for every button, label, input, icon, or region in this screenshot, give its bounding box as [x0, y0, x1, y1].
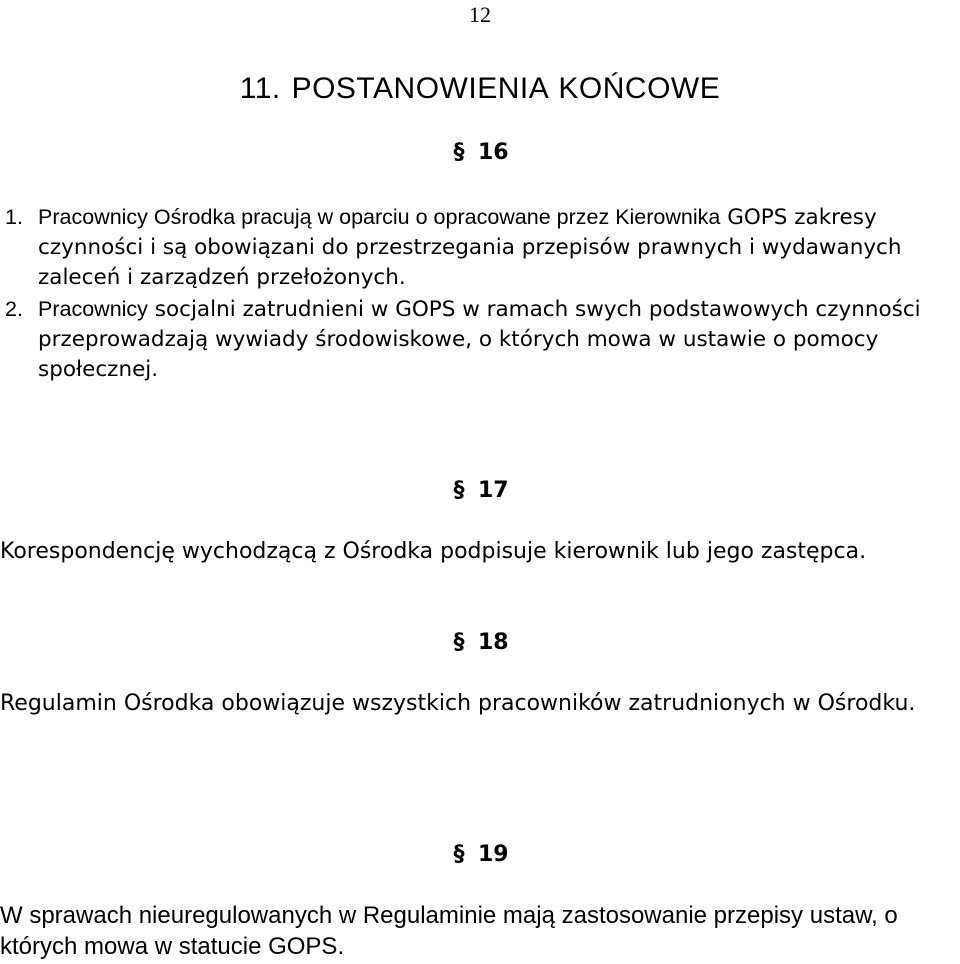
section-sign: § [453, 630, 465, 655]
section-number: 16 [478, 140, 509, 165]
section-heading-19 [448, 842, 509, 867]
section-number: 18 [478, 630, 509, 655]
list-item-number: 1. [5, 205, 23, 229]
section-17-text: Korespondencję wychodzącą z Ośrodka podpisuje kierownik lub jego zastępca. [0, 539, 867, 564]
section-sign: § [453, 140, 465, 165]
section-sign: § [453, 842, 465, 867]
section-number: 19 [478, 842, 509, 867]
list-item-number: 2. [5, 297, 23, 321]
section-heading-16 [448, 140, 509, 165]
list-item-text [5, 294, 935, 385]
section-heading-17 [448, 478, 509, 503]
list-item-rest: GOPS zakresy czynności i są obowiązani do przestrzegania przepisów prawnych i wydawanych zaleceń i zarządzeń przełożonych. [38, 205, 902, 290]
list-item-rest: socjalni zatrudnieni w GOPS w ramach swych podstawowych czynności przeprowadzają wywiady środowiskowe, o których mowa w ustawie o pomocy społecznej. [38, 297, 921, 382]
section-18-text: Regulamin Ośrodka obowiązuje wszystkich pracowników zatrudnionych w Ośrodku. [0, 691, 916, 716]
list-item-text [5, 202, 935, 293]
section-sign: § [453, 478, 465, 503]
section-heading-18 [448, 630, 509, 655]
list-item [5, 294, 935, 385]
list-item [5, 202, 935, 293]
chapter-title: 11. POSTANOWIENIA KOŃCOWE [239, 72, 721, 105]
list-item-lead: Pracownicy Ośrodka pracują w oparciu o opracowane przez Kierownika [38, 205, 721, 229]
section-number: 17 [478, 478, 509, 503]
list-item-lead: Pracownicy [38, 297, 148, 321]
section-19-text: W sprawach nieuregulowanych w Regulaminie mają zastosowanie przepisy ustaw, o których mowa w statucie GOPS. [0, 902, 898, 960]
page-number: 12 [469, 2, 491, 27]
